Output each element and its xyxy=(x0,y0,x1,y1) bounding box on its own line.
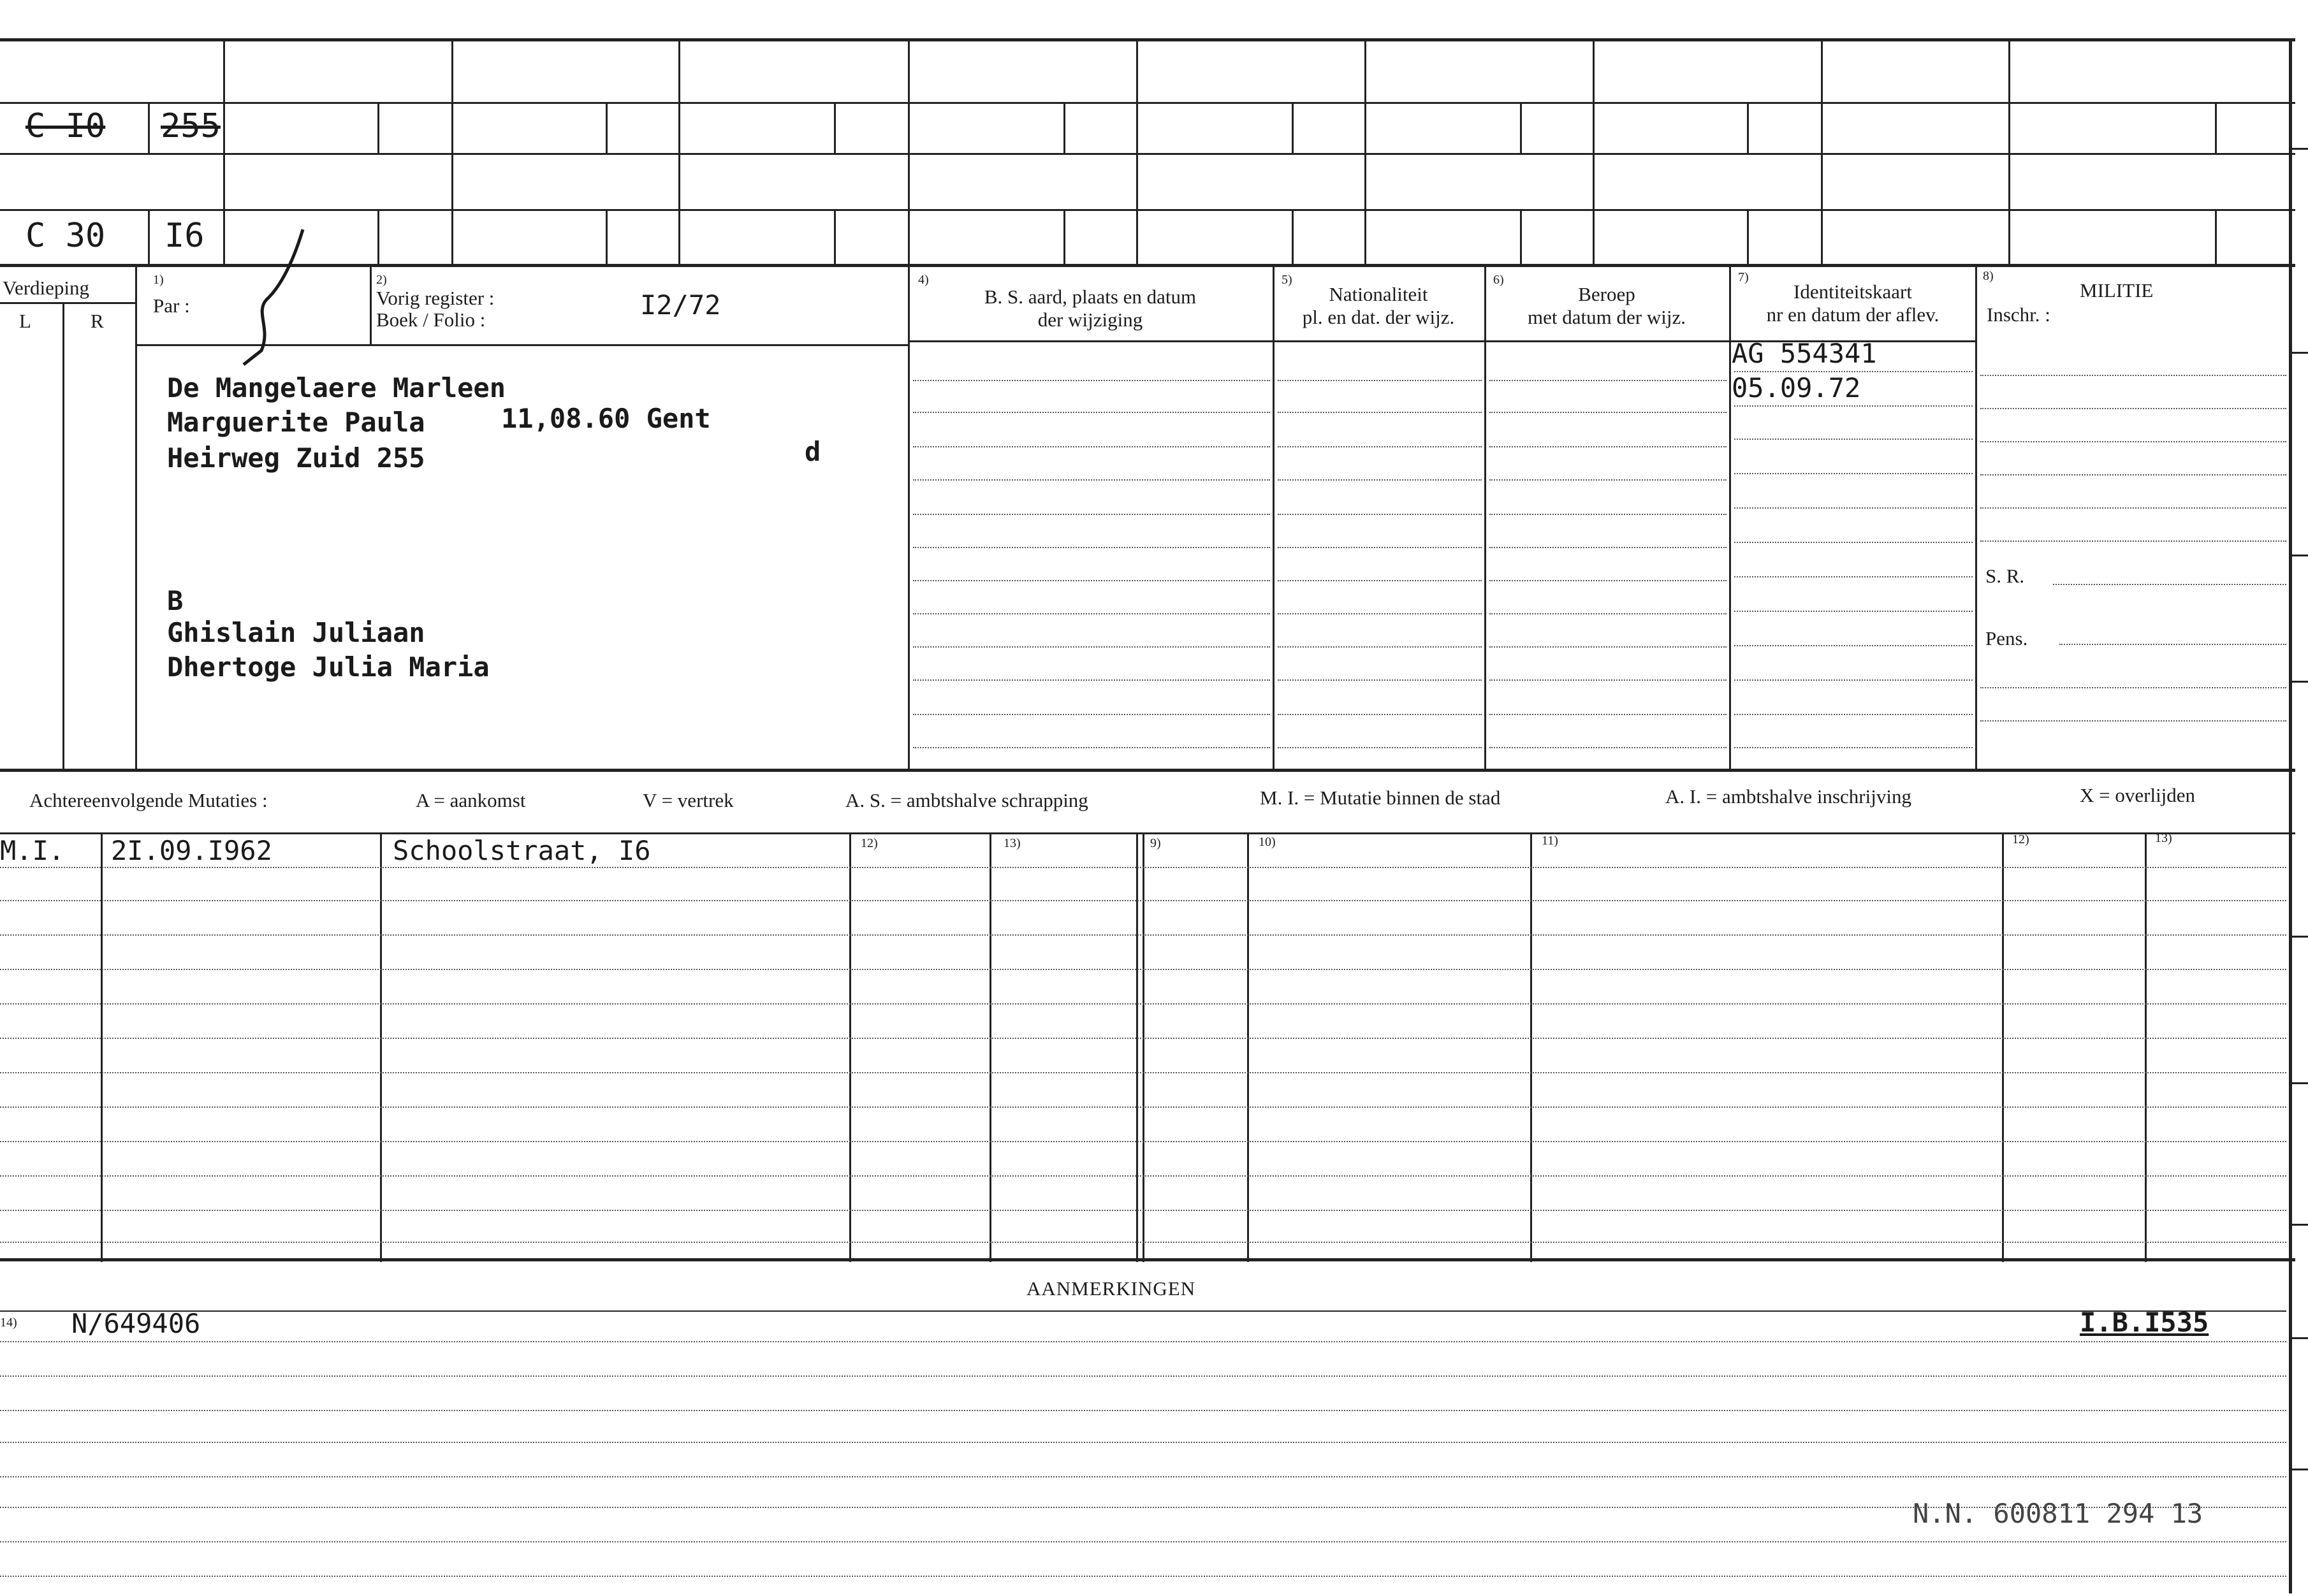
grid-line xyxy=(0,209,2295,211)
rule-line xyxy=(1980,474,2286,475)
field-number: 8) xyxy=(1983,269,1994,283)
edge-tick xyxy=(2291,555,2308,556)
rule-line xyxy=(1278,747,1482,748)
remarks-reference: N/649406 xyxy=(71,1308,201,1339)
rule-line xyxy=(1489,380,1727,381)
col-number: 11) xyxy=(1542,834,1558,848)
grid-vline xyxy=(1593,38,1595,264)
rule-line xyxy=(1734,576,1973,577)
grid-vline xyxy=(148,102,150,153)
person-given-names: Marguerite Paula xyxy=(167,407,425,438)
old-code: C I0 xyxy=(26,107,106,145)
grid-vline xyxy=(1530,832,1532,1262)
rule-line xyxy=(1734,507,1973,509)
sr-label: S. R. xyxy=(1985,565,2025,587)
rule-line xyxy=(0,1210,2286,1211)
grid-vline xyxy=(1063,209,1065,264)
rule-line xyxy=(1278,446,1482,447)
rule-line xyxy=(913,514,1270,515)
rule-line xyxy=(0,900,2286,901)
rule-line xyxy=(0,1072,2286,1073)
rule-line xyxy=(913,679,1270,681)
person-sex: d xyxy=(805,436,821,467)
rule-line xyxy=(0,1003,2286,1005)
boek-folio-value: I2/72 xyxy=(640,289,721,321)
nat-label-line2: pl. en dat. der wijz. xyxy=(1302,306,1455,328)
edge-tick xyxy=(2291,681,2308,683)
grid-vline xyxy=(1136,38,1138,264)
rule-line xyxy=(1489,679,1727,681)
rule-line xyxy=(913,714,1270,715)
grid-vline xyxy=(380,832,382,1262)
bs-label-line1: B. S. aard, plaats en datum xyxy=(984,286,1197,308)
rule-line xyxy=(1278,514,1482,515)
rule-line xyxy=(0,1476,2286,1477)
id-label-line1: Identiteitskaart xyxy=(1793,280,1912,303)
national-number: N.N. 600811 294 13 xyxy=(1913,1498,2203,1529)
legend-mutatie: M. I. = Mutatie binnen de stad xyxy=(1260,787,1501,809)
field-number: 2) xyxy=(376,273,387,287)
rule-line xyxy=(1489,446,1727,447)
edge-tick xyxy=(2291,352,2308,354)
grid-vline xyxy=(834,102,836,153)
bs-label xyxy=(918,286,1262,331)
grid-vline xyxy=(1484,264,1486,769)
grid-vline xyxy=(377,102,379,153)
grid-vline xyxy=(2002,832,2004,1262)
rule-line xyxy=(1980,507,2286,509)
rule-line xyxy=(2059,644,2286,645)
rule-line xyxy=(0,1442,2286,1443)
boek-folio-label: Boek / Folio : xyxy=(376,308,486,331)
rule-line xyxy=(1489,613,1727,614)
rule-line xyxy=(0,1375,2286,1377)
grid-vline xyxy=(1247,832,1249,1262)
rule-line xyxy=(0,969,2286,970)
grid-vline xyxy=(678,38,680,264)
rule-line xyxy=(1489,714,1727,715)
rule-line xyxy=(1489,514,1727,515)
rule-line xyxy=(913,580,1270,581)
grid-vline xyxy=(370,264,372,344)
rule-line xyxy=(1278,380,1482,381)
grid-vline xyxy=(2289,38,2292,1593)
beroep-label-line1: Beroep xyxy=(1578,283,1635,305)
grid-vline xyxy=(1821,38,1823,264)
field-number: 6) xyxy=(1493,273,1504,287)
grid-vline xyxy=(1292,102,1294,153)
remarks-title: AANMERKINGEN xyxy=(1026,1277,1196,1300)
rule-line xyxy=(0,1541,2286,1542)
current-code: C 30 xyxy=(26,217,106,255)
rule-line xyxy=(1980,408,2286,409)
grid-vline xyxy=(135,264,137,769)
rule-line xyxy=(1734,747,1973,748)
grid-line xyxy=(0,264,2295,267)
rule-line xyxy=(1980,687,2286,688)
rule-line xyxy=(0,1341,2286,1342)
rule-line xyxy=(913,613,1270,614)
grid-vline xyxy=(1292,209,1294,264)
grid-vline xyxy=(62,302,64,769)
edge-tick xyxy=(2291,1224,2308,1226)
id-label-line2: nr en datum der aflev. xyxy=(1766,303,1939,326)
rule-line xyxy=(1734,714,1973,715)
rule-line xyxy=(1734,405,1973,407)
pens-label: Pens. xyxy=(1985,627,2028,649)
field-number: 14) xyxy=(0,1316,17,1330)
rule-line xyxy=(913,747,1270,748)
rule-line xyxy=(0,1141,2286,1142)
grid-vline xyxy=(1520,102,1522,153)
rule-line xyxy=(1980,441,2286,442)
legend-aankomst: A = aankomst xyxy=(416,789,526,811)
grid-line xyxy=(0,153,2295,155)
mutation-address: Schoolstraat, I6 xyxy=(393,835,651,866)
rule-line xyxy=(1734,439,1973,440)
edge-tick xyxy=(2291,1082,2308,1084)
person-name: De Mangelaere Marleen xyxy=(167,372,506,403)
rule-line xyxy=(0,867,2286,868)
grid-vline xyxy=(1273,264,1275,769)
rule-line xyxy=(1489,580,1727,581)
rule-line xyxy=(1278,412,1482,413)
rule-line xyxy=(913,547,1270,548)
rule-line xyxy=(1278,679,1482,681)
bs-label-line2: der wijziging xyxy=(1037,308,1143,331)
rule-line xyxy=(2053,584,2286,585)
rule-line xyxy=(1734,645,1973,646)
remarks-code: I.B.I535 xyxy=(2080,1307,2209,1338)
legend-overlijden: X = overlijden xyxy=(2080,784,2196,806)
rule-line xyxy=(1278,613,1482,614)
grid-vline xyxy=(1747,102,1749,153)
grid-vline xyxy=(148,209,150,264)
rule-line xyxy=(1278,646,1482,648)
rule-line xyxy=(1980,720,2286,722)
rule-line xyxy=(913,479,1270,481)
rule-line xyxy=(0,1410,2286,1411)
nat-label-line1: Nationaliteit xyxy=(1329,283,1428,305)
rule-line xyxy=(0,1242,2286,1243)
rule-line xyxy=(1734,611,1973,612)
legend-schrapping: A. S. = ambtshalve schrapping xyxy=(845,789,1088,811)
edge-tick xyxy=(2291,936,2308,938)
top-border xyxy=(0,38,2295,41)
mutations-legend-title: Achtereenvolgende Mutaties : xyxy=(29,789,268,811)
grid-vline xyxy=(2215,102,2217,153)
person-address: Heirweg Zuid 255 xyxy=(167,442,425,474)
field-number: 1) xyxy=(153,273,164,287)
beroep-label xyxy=(1488,283,1725,329)
col-number: 12) xyxy=(861,836,878,850)
grid-vline xyxy=(908,38,910,264)
grid-vline xyxy=(1729,264,1731,769)
grid-vline xyxy=(2008,38,2010,264)
rule-line xyxy=(0,1175,2286,1177)
field-number: 5) xyxy=(1282,273,1292,287)
grid-vline xyxy=(606,102,608,153)
rule-line xyxy=(1278,580,1482,581)
rule-line xyxy=(1980,540,2286,542)
rule-line xyxy=(1734,542,1973,543)
grid-vline xyxy=(1364,38,1366,264)
father-name: Ghislain Juliaan xyxy=(167,617,425,648)
beroep-label-line2: met datum der wijz. xyxy=(1528,306,1686,328)
identiteitskaart-label xyxy=(1732,280,1974,326)
grid-vline xyxy=(1975,264,1977,769)
remarks-line xyxy=(0,1310,2286,1312)
rule-line xyxy=(1489,747,1727,748)
rule-line xyxy=(0,1038,2286,1039)
section-border xyxy=(0,769,2295,772)
person-birth: 11,08.60 Gent xyxy=(501,403,711,434)
grid-vline xyxy=(451,38,453,264)
rule-line xyxy=(0,1106,2286,1108)
grid-vline xyxy=(2215,209,2217,264)
header-underline xyxy=(0,302,135,304)
field-number: 4) xyxy=(918,273,929,287)
parents-marker: B xyxy=(167,585,184,616)
grid-vline xyxy=(1143,832,1144,1262)
mutations-top xyxy=(0,832,2295,834)
rule-line xyxy=(1734,473,1973,474)
par-checkmark xyxy=(236,223,312,370)
vorig-register-label: Vorig register : xyxy=(376,287,495,309)
grid-vline xyxy=(606,209,608,264)
rule-line xyxy=(1278,479,1482,481)
verdieping-l: L xyxy=(19,310,31,332)
rule-line xyxy=(1278,714,1482,715)
verdieping-r: R xyxy=(91,310,104,332)
old-code-number: 255 xyxy=(161,107,221,145)
col-number: 13) xyxy=(2155,831,2172,845)
rule-line xyxy=(913,380,1270,381)
mutation-date: 2I.09.I962 xyxy=(111,835,272,866)
grid-vline xyxy=(834,209,836,264)
col-number: 12) xyxy=(2012,832,2029,846)
rule-line xyxy=(1734,679,1973,681)
col-number: 10) xyxy=(1259,835,1276,849)
grid-vline xyxy=(1747,209,1749,264)
id-card-date: 05.09.72 xyxy=(1732,372,1861,403)
grid-vline xyxy=(908,264,910,769)
grid-vline xyxy=(101,832,103,1262)
nationaliteit-label xyxy=(1276,283,1480,329)
id-card-number: AG 554341 xyxy=(1732,338,1877,369)
grid-vline xyxy=(1520,209,1522,264)
grid-vline xyxy=(2145,832,2147,1262)
edge-tick xyxy=(2291,1337,2308,1339)
mutation-type: M.I. xyxy=(0,835,65,866)
current-code-number: I6 xyxy=(164,217,205,255)
rule-line xyxy=(913,446,1270,447)
col-number: 13) xyxy=(1004,836,1021,850)
legend-inschrijving: A. I. = ambtshalve inschrijving xyxy=(1665,785,1911,808)
rule-line xyxy=(1980,375,2286,376)
rule-line xyxy=(0,1576,2286,1577)
rule-line xyxy=(1489,547,1727,548)
grid-vline xyxy=(377,209,379,264)
col-number: 9) xyxy=(1150,836,1161,850)
grid-vline xyxy=(1063,102,1065,153)
rule-line xyxy=(0,934,2286,936)
verdieping-label: Verdieping xyxy=(3,277,90,299)
legend-vertrek: V = vertrek xyxy=(643,789,734,811)
mutations-bottom xyxy=(0,1258,2295,1261)
rule-line xyxy=(1278,547,1482,548)
inschr-label: Inschr. : xyxy=(1987,303,2050,326)
militie-label: MILITIE xyxy=(2080,279,2154,301)
field-number: 7) xyxy=(1738,270,1749,284)
rule-line xyxy=(1489,479,1727,481)
grid-vline xyxy=(849,832,851,1262)
edge-tick xyxy=(2291,148,2308,150)
grid-vline xyxy=(223,38,225,264)
edge-tick xyxy=(2291,1469,2308,1470)
mother-name: Dhertoge Julia Maria xyxy=(167,651,490,683)
rule-line xyxy=(1489,412,1727,413)
par-label: Par : xyxy=(153,294,190,317)
rule-line xyxy=(913,412,1270,413)
rule-line xyxy=(1489,646,1727,648)
rule-line xyxy=(913,646,1270,648)
grid-vline xyxy=(1136,832,1138,1262)
grid-vline xyxy=(990,832,991,1262)
grid-line xyxy=(0,102,2295,104)
